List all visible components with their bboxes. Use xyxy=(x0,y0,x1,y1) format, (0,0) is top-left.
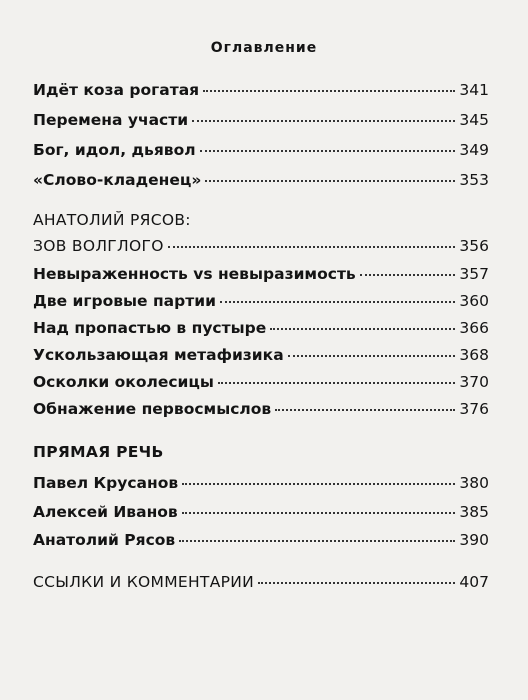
toc-entry xyxy=(33,140,489,160)
dot-leader xyxy=(360,273,456,276)
toc-entry xyxy=(33,345,489,365)
toc-entry xyxy=(33,473,489,493)
toc-entry-page: 345 xyxy=(459,111,489,129)
toc-entry-label: «Слово-кладенец» xyxy=(33,171,202,189)
toc-entry xyxy=(33,80,489,100)
toc-entry xyxy=(33,572,489,592)
toc-entry xyxy=(33,291,489,311)
toc-entry xyxy=(33,318,489,338)
dot-leader xyxy=(182,482,455,485)
toc-entry-label: ССЫЛКИ И КОММЕНТАРИИ xyxy=(33,573,255,591)
dot-leader xyxy=(258,581,455,584)
toc-entry-label: Осколки околесицы xyxy=(33,373,214,391)
toc-entry-page: 370 xyxy=(459,373,489,391)
toc-entry-label: Идёт коза рогатая xyxy=(33,81,200,99)
toc-entry-page: 341 xyxy=(459,81,489,99)
toc-entry-label: Ускользающая метафизика xyxy=(33,346,284,364)
toc-entry-page: 380 xyxy=(459,474,489,492)
section-heading: АНАТОЛИЙ РЯСОВ: xyxy=(33,211,191,229)
toc-entry-page: 353 xyxy=(459,171,489,189)
toc-entry-label: Невыраженность vs невыразимость xyxy=(33,265,356,283)
toc-entry xyxy=(33,264,489,284)
dot-leader xyxy=(220,300,455,303)
section-heading: ПРЯМАЯ РЕЧЬ xyxy=(33,443,164,461)
dot-leader xyxy=(168,245,456,248)
dot-leader xyxy=(182,511,456,514)
dot-leader xyxy=(270,327,455,330)
dot-leader xyxy=(200,149,456,152)
toc-entry-label: Перемена участи xyxy=(33,111,189,129)
toc-entry-label: Бог, идол, дьявол xyxy=(33,141,196,159)
dot-leader xyxy=(179,539,455,542)
toc-entry-page: 349 xyxy=(459,141,489,159)
page-title: Оглавление xyxy=(210,40,318,56)
toc-entry-page: 407 xyxy=(459,573,489,591)
toc-entry-page: 356 xyxy=(459,237,489,255)
toc-entry-page: 366 xyxy=(459,319,489,337)
toc-entry-page: 368 xyxy=(459,346,489,364)
dot-leader xyxy=(203,89,455,92)
toc-entry xyxy=(33,530,489,550)
toc-entry xyxy=(33,110,489,130)
section-title: ЗОВ ВОЛГЛОГО xyxy=(33,237,164,255)
toc-entry xyxy=(33,236,489,256)
dot-leader xyxy=(192,119,455,122)
toc-entry-label: Анатолий Рясов xyxy=(33,531,176,549)
toc-entry-page: 376 xyxy=(459,400,489,418)
toc-entry xyxy=(33,502,489,522)
dot-leader xyxy=(205,179,455,182)
toc-entry-page: 390 xyxy=(459,531,489,549)
toc-entry-label: Две игровые партии xyxy=(33,292,216,310)
toc-entry xyxy=(33,170,489,190)
toc-entry-page: 357 xyxy=(459,265,489,283)
toc-entry-page: 360 xyxy=(459,292,489,310)
dot-leader xyxy=(275,408,455,411)
toc-entry-label: Алексей Иванов xyxy=(33,503,178,521)
toc-entry-page: 385 xyxy=(459,503,489,521)
toc-entry-label: Павел Крусанов xyxy=(33,474,179,492)
dot-leader xyxy=(218,381,456,384)
toc-entry-label: Над пропастью в пустыре xyxy=(33,319,267,337)
dot-leader xyxy=(288,354,456,357)
toc-entry xyxy=(33,399,489,419)
toc-entry xyxy=(33,372,489,392)
toc-entry-label: Обнажение первосмыслов xyxy=(33,400,272,418)
